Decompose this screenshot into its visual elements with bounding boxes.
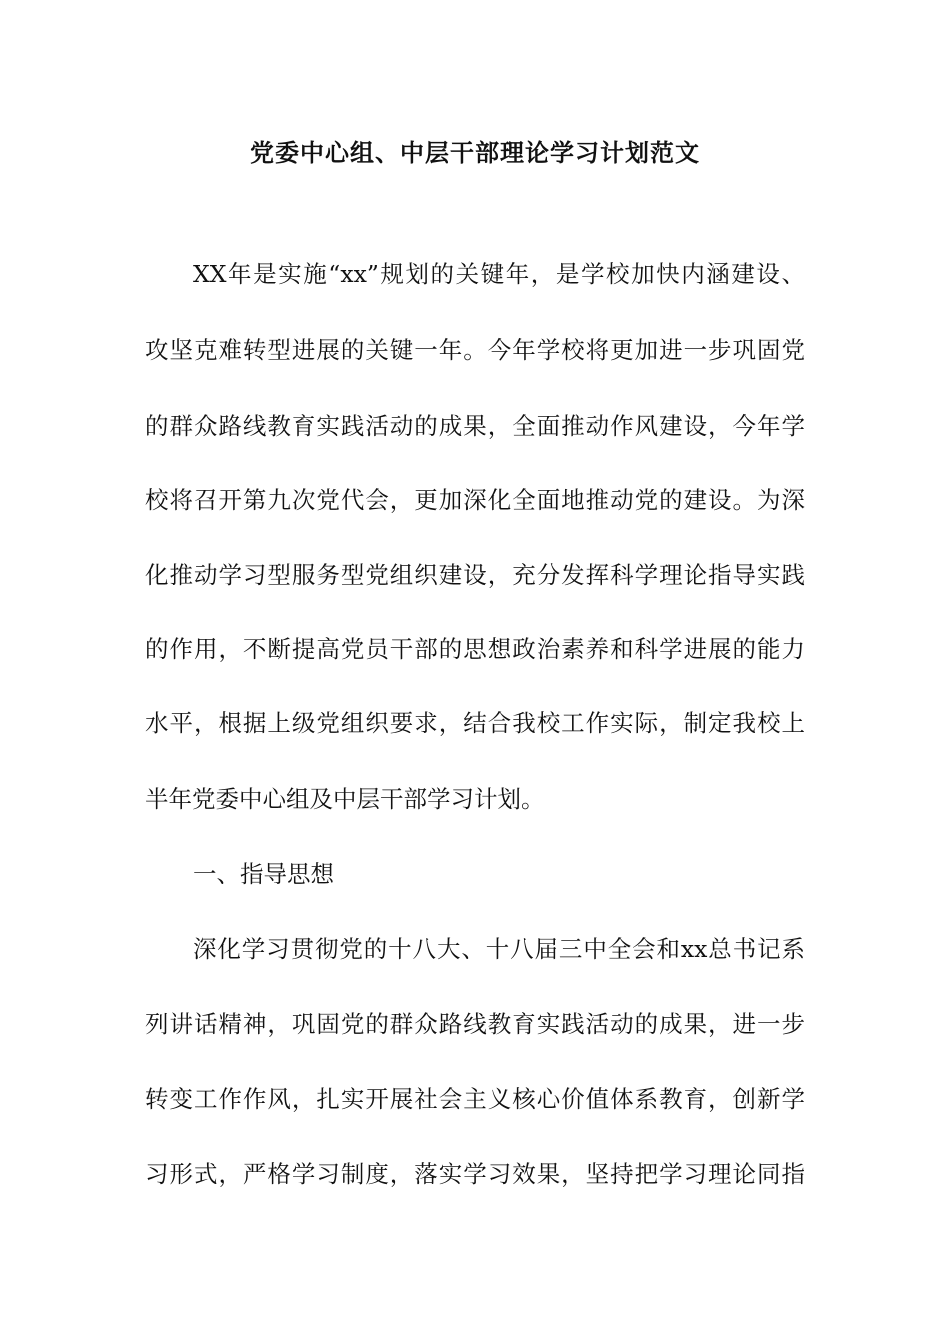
- section-heading: 一、指导思想: [193, 860, 334, 888]
- paragraph-line: 习形式，严格学习制度，落实学习效果，坚持把学习理论同指: [145, 1160, 805, 1188]
- paragraph-line: XX年是实施“xx”规划的关键年，是学校加快内涵建设、: [193, 260, 805, 288]
- paragraph-line: 校将召开第九次党代会，更加深化全面地推动党的建设。为深: [145, 486, 805, 514]
- paragraph-line: 转变工作作风，扎实开展社会主义核心价值体系教育，创新学: [145, 1085, 805, 1113]
- paragraph-line: 攻坚克难转型进展的关键一年。今年学校将更加进一步巩固党: [145, 336, 805, 364]
- paragraph-line: 水平，根据上级党组织要求，结合我校工作实际，制定我校上: [145, 709, 805, 737]
- paragraph-line: 深化学习贯彻党的十八大、十八届三中全会和xx总书记系: [193, 935, 805, 963]
- paragraph-line: 的群众路线教育实践活动的成果，全面推动作风建设，今年学: [145, 412, 805, 440]
- document-title: 党委中心组、中层干部理论学习计划范文: [250, 138, 700, 167]
- paragraph-line: 列讲话精神，巩固党的群众路线教育实践活动的成果，进一步: [145, 1010, 805, 1038]
- paragraph-line: 半年党委中心组及中层干部学习计划。: [145, 785, 545, 813]
- paragraph-line: 化推动学习型服务型党组织建设，充分发挥科学理论指导实践: [145, 561, 805, 589]
- paragraph-line: 的作用，不断提高党员干部的思想政治素养和科学进展的能力: [145, 635, 805, 663]
